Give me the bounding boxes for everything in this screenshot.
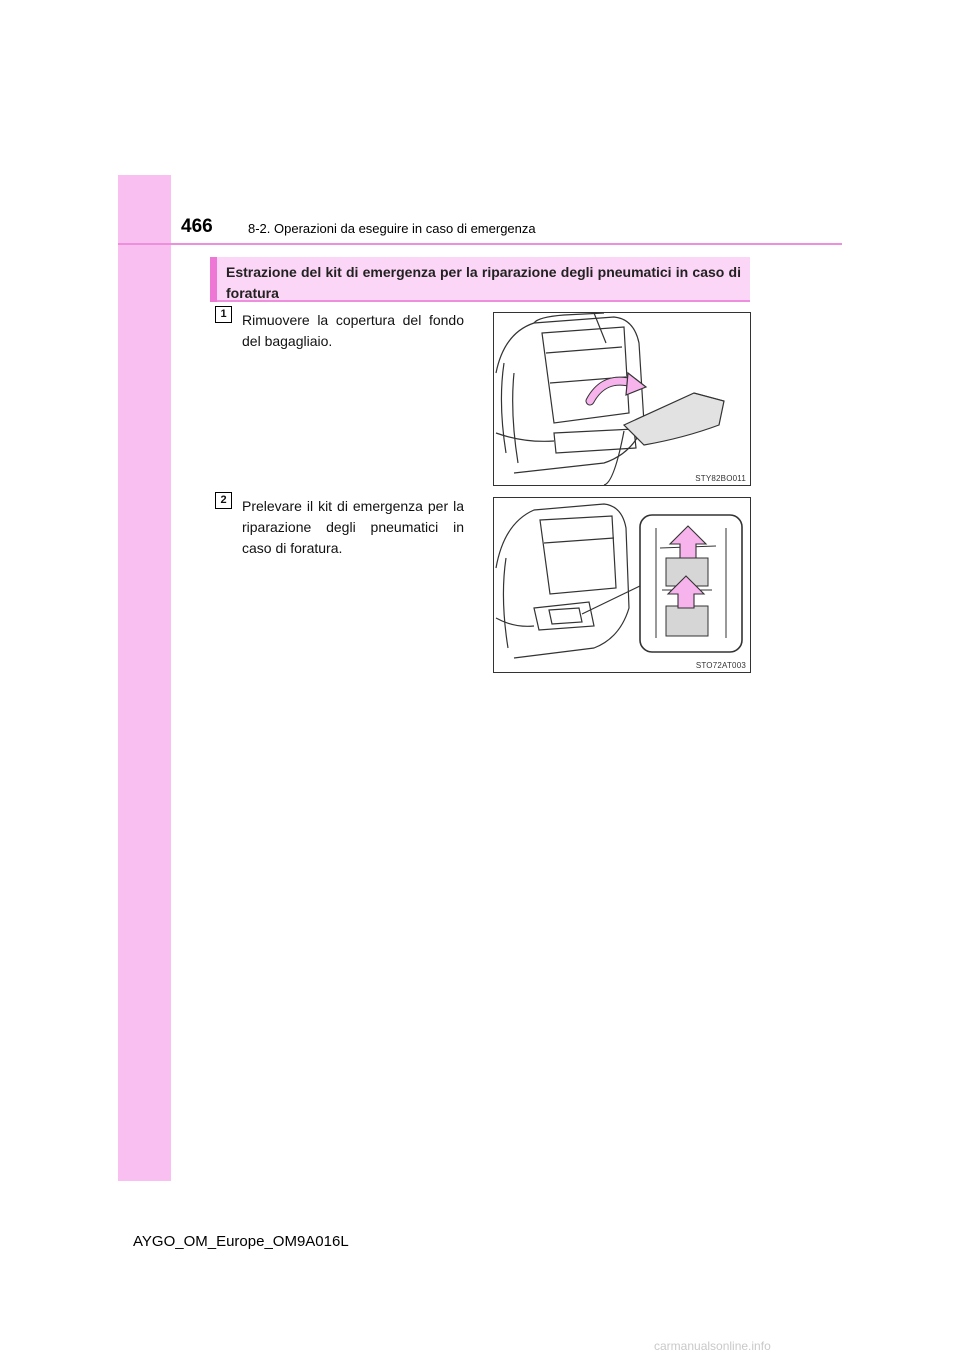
figure-remove-deck-board — [493, 312, 751, 486]
step-2-number: 2 — [215, 492, 232, 509]
section-heading-box — [210, 257, 750, 302]
illustration-trunk-open — [494, 313, 750, 485]
document-id-footer: AYGO_OM_Europe_OM9A016L — [133, 1233, 349, 1250]
watermark: carmanualsonline.info — [654, 1339, 771, 1353]
section-title: Estrazione del kit di emergenza per la riparazione degli pneumatici in caso di foratura — [226, 264, 741, 301]
figure-take-repair-kit — [493, 497, 751, 673]
header-rule — [118, 243, 842, 245]
figure-code: STY82BO011 — [695, 474, 746, 483]
step-1-number: 1 — [215, 306, 232, 323]
page-number: 466 — [181, 216, 213, 237]
section-accent-bar — [210, 257, 217, 302]
side-margin-bar — [118, 175, 171, 1181]
step-1-text: Rimuovere la copertura del fondo del bagagliaio. — [242, 312, 464, 349]
illustration-repair-kit — [494, 498, 750, 672]
figure-code: STO72AT003 — [695, 661, 746, 670]
step-2-text: Prelevare il kit di emergenza per la riparazione degli pneumatici in caso di foratura. — [242, 498, 464, 556]
chapter-heading: 8-2. Operazioni da eseguire in caso di emergenza — [248, 221, 536, 236]
